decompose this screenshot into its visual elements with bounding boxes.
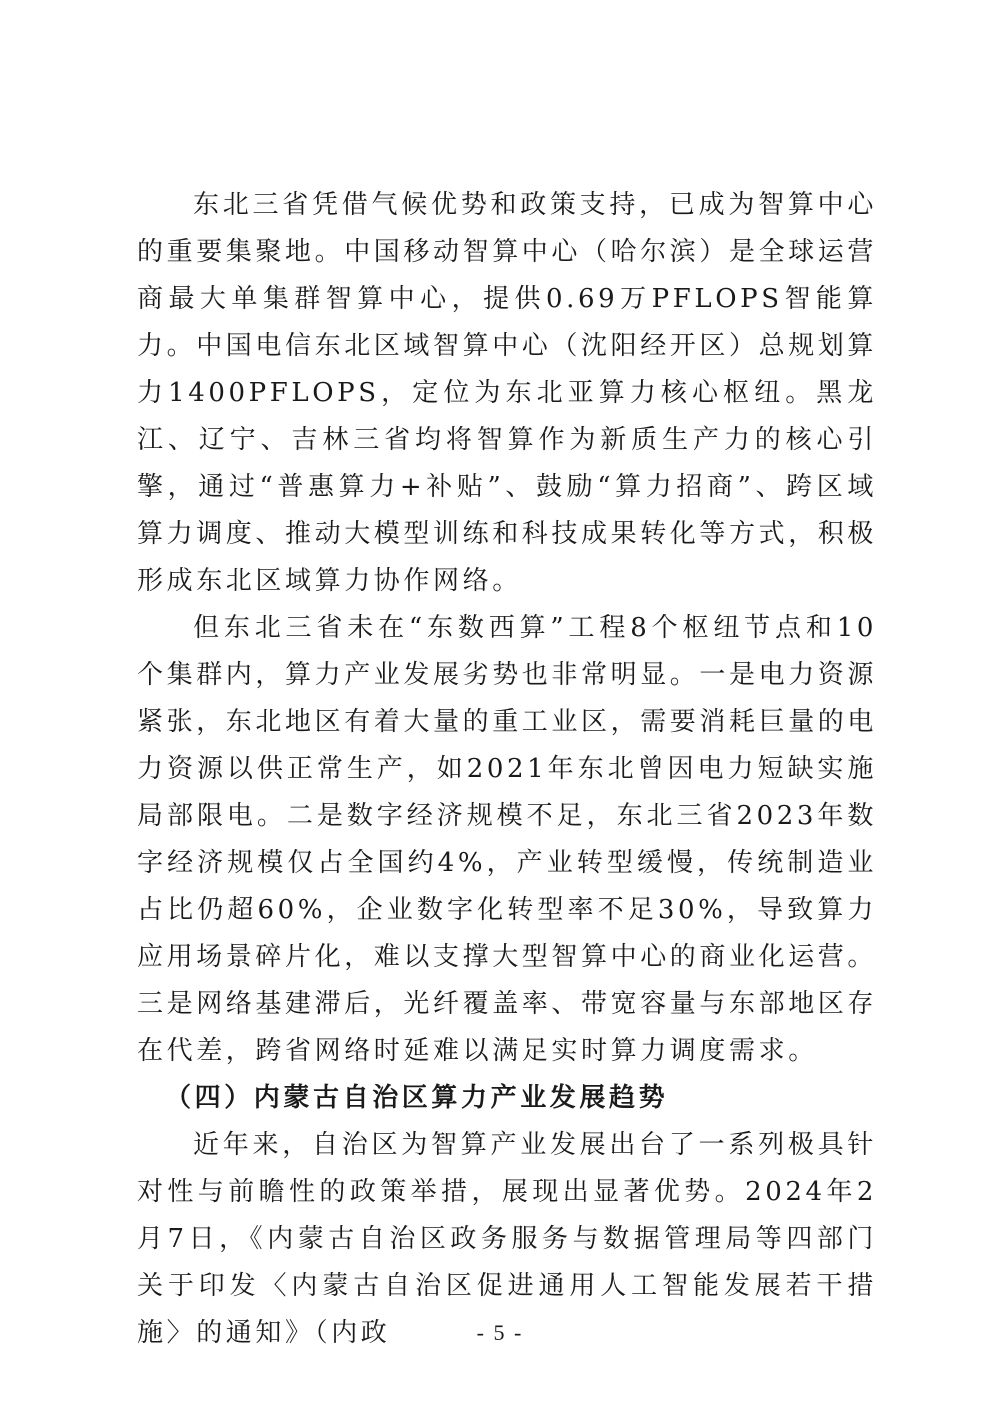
section-heading: （四）内蒙古自治区算力产业发展趋势 [165, 1083, 669, 1113]
paragraph-northeast-intelligent-computing: 东北三省凭借气候优势和政策支持，已成为智算中心的重要集聚地。中国移动智算中心（哈尔滨）是全球运营商最大单集群智算中心，提供0.69万PFLOPS智能算力。中国电信东北区域智算中心（沈阳经开区）总规划算力1400PFLOPS，定位为东北亚算力核心枢纽。黑龙江、辽宁、吉林三省均将智算作为新质生产力的核心引擎，通过“普惠算力+补贴”、鼓励“算力招商”、跨区域算力调度、推动大模型训练和科技成果转化等方式，积极形成东北区域算力协作网络。 [137, 190, 878, 596]
paragraph-inner-mongolia-policy: 近年来，自治区为智算产业发展出台了一系列极具针对性与前瞻性的政策举措，展现出显著优势。2024年2月7日，《内蒙古自治区政务服务与数据管理局等四部门关于印发〈内蒙古自治区促进通用人工智能发展若干措施〉的通知》（内政 [137, 1130, 877, 1348]
paragraph-northeast-disadvantages: 但东北三省未在“东数西算”工程8个枢纽节点和10个集群内，算力产业发展劣势也非常明显。一是电力资源紧张，东北地区有着大量的重工业区，需要消耗巨量的电力资源以供正常生产，如2021年东北曾因电力短缺实施局部限电。二是数字经济规模不足，东北三省2023年数字经济规模仅占全国约4%，产业转型缓慢，传统制造业占比仍超60%，企业数字化转型率不足30%，导致算力应用场景碎片化，难以支撑大型智算中心的商业化运营。三是网络基建滞后，光纤覆盖率、带宽容量与东部地区存在代差，跨省网络时延难以满足实时算力调度需求。 [137, 613, 878, 1066]
page-body [137, 182, 877, 1357]
page-number: - 5 - [476, 1320, 524, 1345]
